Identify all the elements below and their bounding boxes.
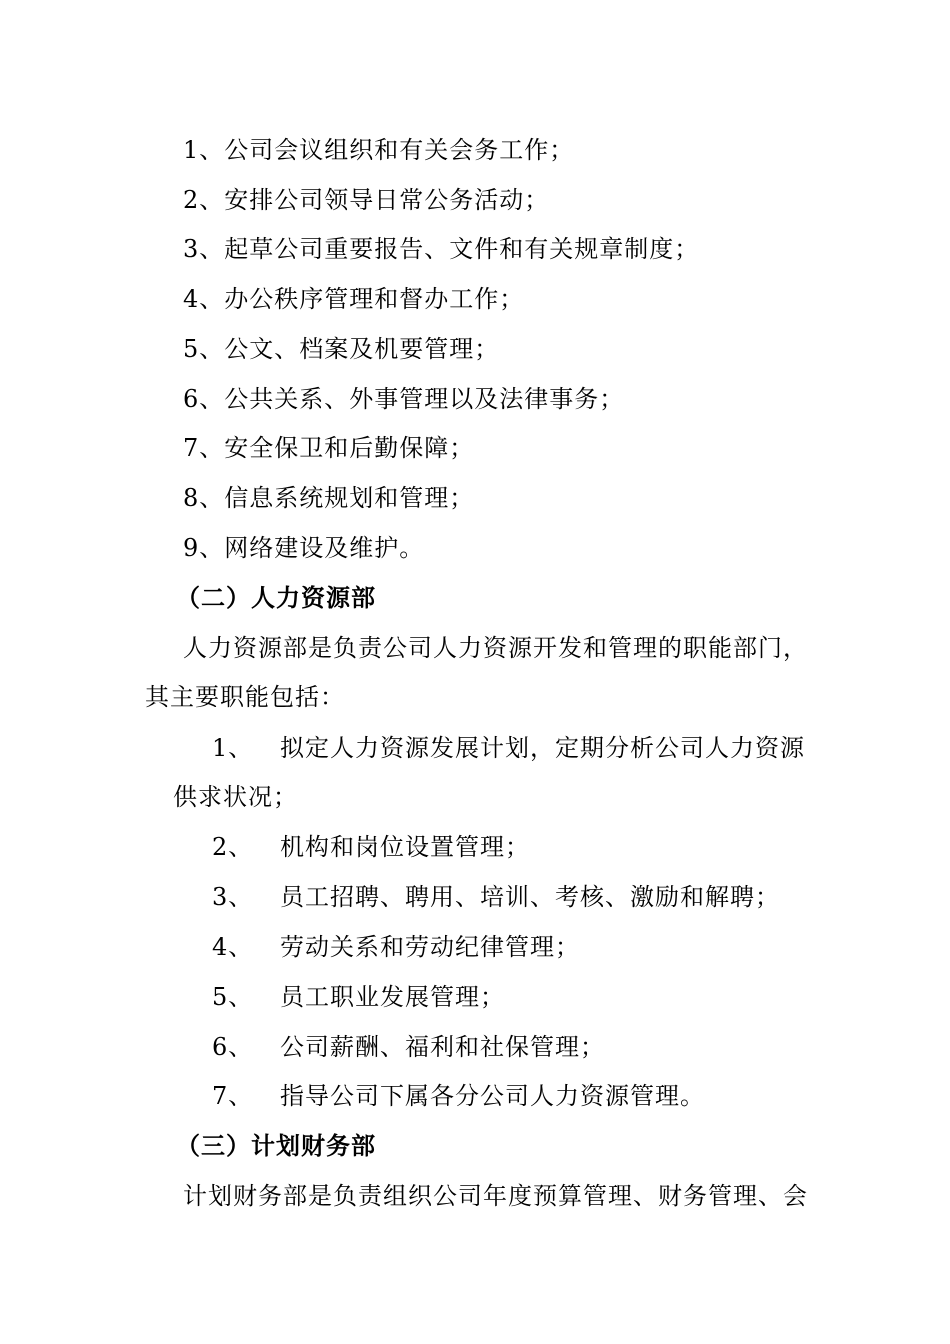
section-heading-hr: （二）人力资源部 (176, 584, 376, 612)
office-item-4: 4、办公秩序管理和督办工作； (183, 285, 525, 313)
hr-item-text: 拟定人力资源发展计划，定期分析公司人力资源 (280, 734, 805, 762)
hr-item-number: 6、 (212, 1033, 254, 1061)
hr-item-text: 指导公司下属各分公司人力资源管理。 (280, 1082, 705, 1110)
office-item-2: 2、安排公司领导日常公务活动； (183, 186, 550, 214)
hr-item-3 (212, 881, 780, 913)
hr-item-number: 7、 (212, 1082, 254, 1110)
hr-intro-line-1: 人力资源部是负责公司人力资源开发和管理的职能部门， (183, 634, 808, 662)
hr-item-1 (212, 732, 805, 764)
hr-item-number: 1、 (212, 734, 254, 762)
hr-item-text: 员工招聘、聘用、培训、考核、激励和解聘； (280, 883, 780, 911)
hr-item-text: 劳动关系和劳动纪律管理； (280, 933, 580, 961)
hr-item-6 (212, 1031, 605, 1063)
section-heading-finance: （三）计划财务部 (176, 1132, 376, 1160)
hr-item-number: 5、 (212, 983, 254, 1011)
hr-item-number: 3、 (212, 883, 254, 911)
hr-item-5 (212, 981, 505, 1013)
hr-item-number: 2、 (212, 833, 254, 861)
hr-item-2 (212, 831, 530, 863)
office-item-7: 7、安全保卫和后勤保障； (183, 434, 475, 462)
hr-intro-line-2: 其主要职能包括： (145, 683, 345, 711)
office-item-6: 6、公共关系、外事管理以及法律事务； (183, 385, 625, 413)
finance-intro-line-1: 计划财务部是负责组织公司年度预算管理、财务管理、会 (183, 1182, 808, 1210)
hr-item-1-continuation: 供求状况； (173, 783, 298, 811)
office-item-5: 5、公文、档案及机要管理； (183, 335, 500, 363)
office-item-1: 1、公司会议组织和有关会务工作； (183, 136, 575, 164)
office-item-8: 8、信息系统规划和管理； (183, 484, 475, 512)
hr-item-number: 4、 (212, 933, 254, 961)
hr-item-7 (212, 1080, 705, 1112)
hr-item-text: 机构和岗位设置管理； (280, 833, 530, 861)
office-item-3: 3、起草公司重要报告、文件和有关规章制度； (183, 235, 700, 263)
office-item-9: 9、网络建设及维护。 (183, 534, 425, 562)
hr-item-text: 员工职业发展管理； (280, 983, 505, 1011)
hr-item-4 (212, 931, 580, 963)
hr-item-text: 公司薪酬、福利和社保管理； (280, 1033, 605, 1061)
